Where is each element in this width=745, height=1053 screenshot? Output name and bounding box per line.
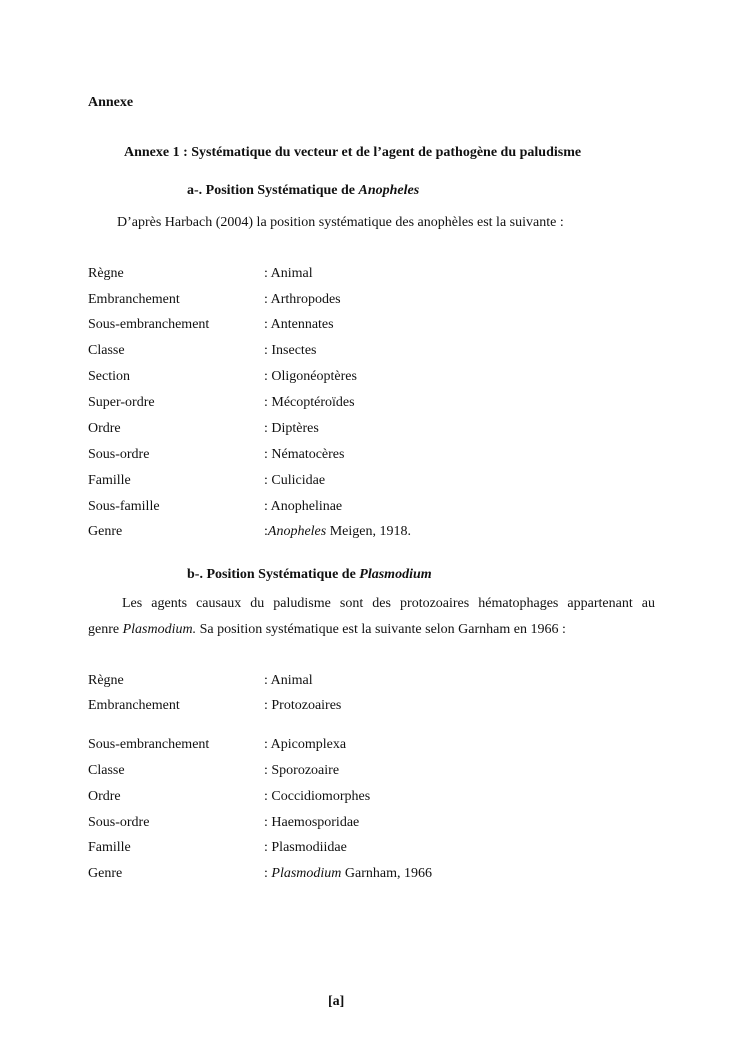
anopheles-rank-sous-famille: Sous-famille <box>88 499 160 514</box>
plasmodium-rank-sous-ordre: Sous-ordre <box>88 815 150 830</box>
section-a-prefix: a-. Position Systématique de <box>187 183 359 198</box>
plasmodium-value-ordre: : Coccidiomorphes <box>264 789 371 804</box>
anopheles-value-sous-ordre: : Nématocères <box>264 447 345 462</box>
section-b-intro-line2 <box>88 622 566 638</box>
anopheles-rank-section: Section <box>88 369 130 384</box>
anopheles-value-super-ordre: : Mécoptéroïdes <box>264 395 355 410</box>
anopheles-rank-classe: Classe <box>88 343 125 358</box>
plasmodium-rank-embranchement: Embranchement <box>88 698 180 713</box>
plasmodium-genus-name: Plasmodium <box>271 866 342 881</box>
anopheles-value-famille: : Culicidae <box>264 473 326 488</box>
section-a-taxon: Anopheles <box>358 183 420 198</box>
anopheles-value-genre <box>264 524 411 540</box>
anopheles-rank-famille: Famille <box>88 473 131 488</box>
anopheles-value-embranchement: : Arthropodes <box>264 292 341 307</box>
plasmodium-value-embranchement: : Protozoaires <box>264 698 342 713</box>
section-b-intro-after: Sa position systématique est la suivante selon Garnham en 1966 : <box>196 622 566 637</box>
plasmodium-rank-famille: Famille <box>88 840 131 855</box>
anopheles-value-regne: : Animal <box>264 266 313 281</box>
anopheles-genus-author: Meigen, 1918. <box>326 524 411 539</box>
plasmodium-genus-prefix: : <box>264 866 272 881</box>
plasmodium-rank-ordre: Ordre <box>88 789 121 804</box>
section-b-prefix: b-. Position Systématique de <box>187 567 360 582</box>
plasmodium-value-famille: : Plasmodiidae <box>264 840 347 855</box>
anopheles-value-sous-embranchement: : Antennates <box>264 317 334 332</box>
plasmodium-rank-genre: Genre <box>88 866 123 881</box>
anopheles-value-ordre: : Diptères <box>264 421 319 436</box>
plasmodium-value-sous-embranchement: : Apicomplexa <box>264 737 347 752</box>
section-a-intro: D’après Harbach (2004) la position systématique des anophèles est la suivante : <box>117 215 564 230</box>
anopheles-rank-embranchement: Embranchement <box>88 292 180 307</box>
section-a-heading <box>187 183 419 199</box>
annexe1-title: Annexe 1 : Systématique du vecteur et de l’agent de pathogène du paludisme <box>124 145 582 160</box>
anopheles-rank-super-ordre: Super-ordre <box>88 395 155 410</box>
plasmodium-value-genre <box>264 866 432 882</box>
anopheles-rank-genre: Genre <box>88 524 123 539</box>
anopheles-rank-sous-embranchement: Sous-embranchement <box>88 317 210 332</box>
section-b-intro-line1: Les agents causaux du paludisme sont des protozoaires hématophages appartenant au <box>122 596 655 611</box>
page-number: [a] <box>328 994 345 1009</box>
section-b-intro-before: genre <box>88 622 123 637</box>
section-b-intro-italic: Plasmodium. <box>122 622 197 637</box>
plasmodium-value-regne: : Animal <box>264 673 313 688</box>
anopheles-value-section: : Oligonéoptères <box>264 369 357 384</box>
plasmodium-genus-author: Garnham, 1966 <box>341 866 432 881</box>
anopheles-genus-prefix: : <box>264 524 268 539</box>
plasmodium-rank-sous-embranchement: Sous-embranchement <box>88 737 210 752</box>
anopheles-rank-sous-ordre: Sous-ordre <box>88 447 150 462</box>
anopheles-value-sous-famille: : Anophelinae <box>264 499 343 514</box>
anopheles-genus-name: Anopheles <box>267 524 327 539</box>
anopheles-value-classe: : Insectes <box>264 343 317 358</box>
plasmodium-rank-classe: Classe <box>88 763 125 778</box>
section-b-heading <box>187 567 432 583</box>
anopheles-rank-ordre: Ordre <box>88 421 121 436</box>
plasmodium-value-classe: : Sporozoaire <box>264 763 340 778</box>
anopheles-rank-regne: Règne <box>88 266 124 281</box>
plasmodium-value-sous-ordre: : Haemosporidae <box>264 815 360 830</box>
annexe-heading: Annexe <box>88 95 134 110</box>
plasmodium-rank-regne: Règne <box>88 673 124 688</box>
section-b-taxon: Plasmodium <box>359 567 432 582</box>
